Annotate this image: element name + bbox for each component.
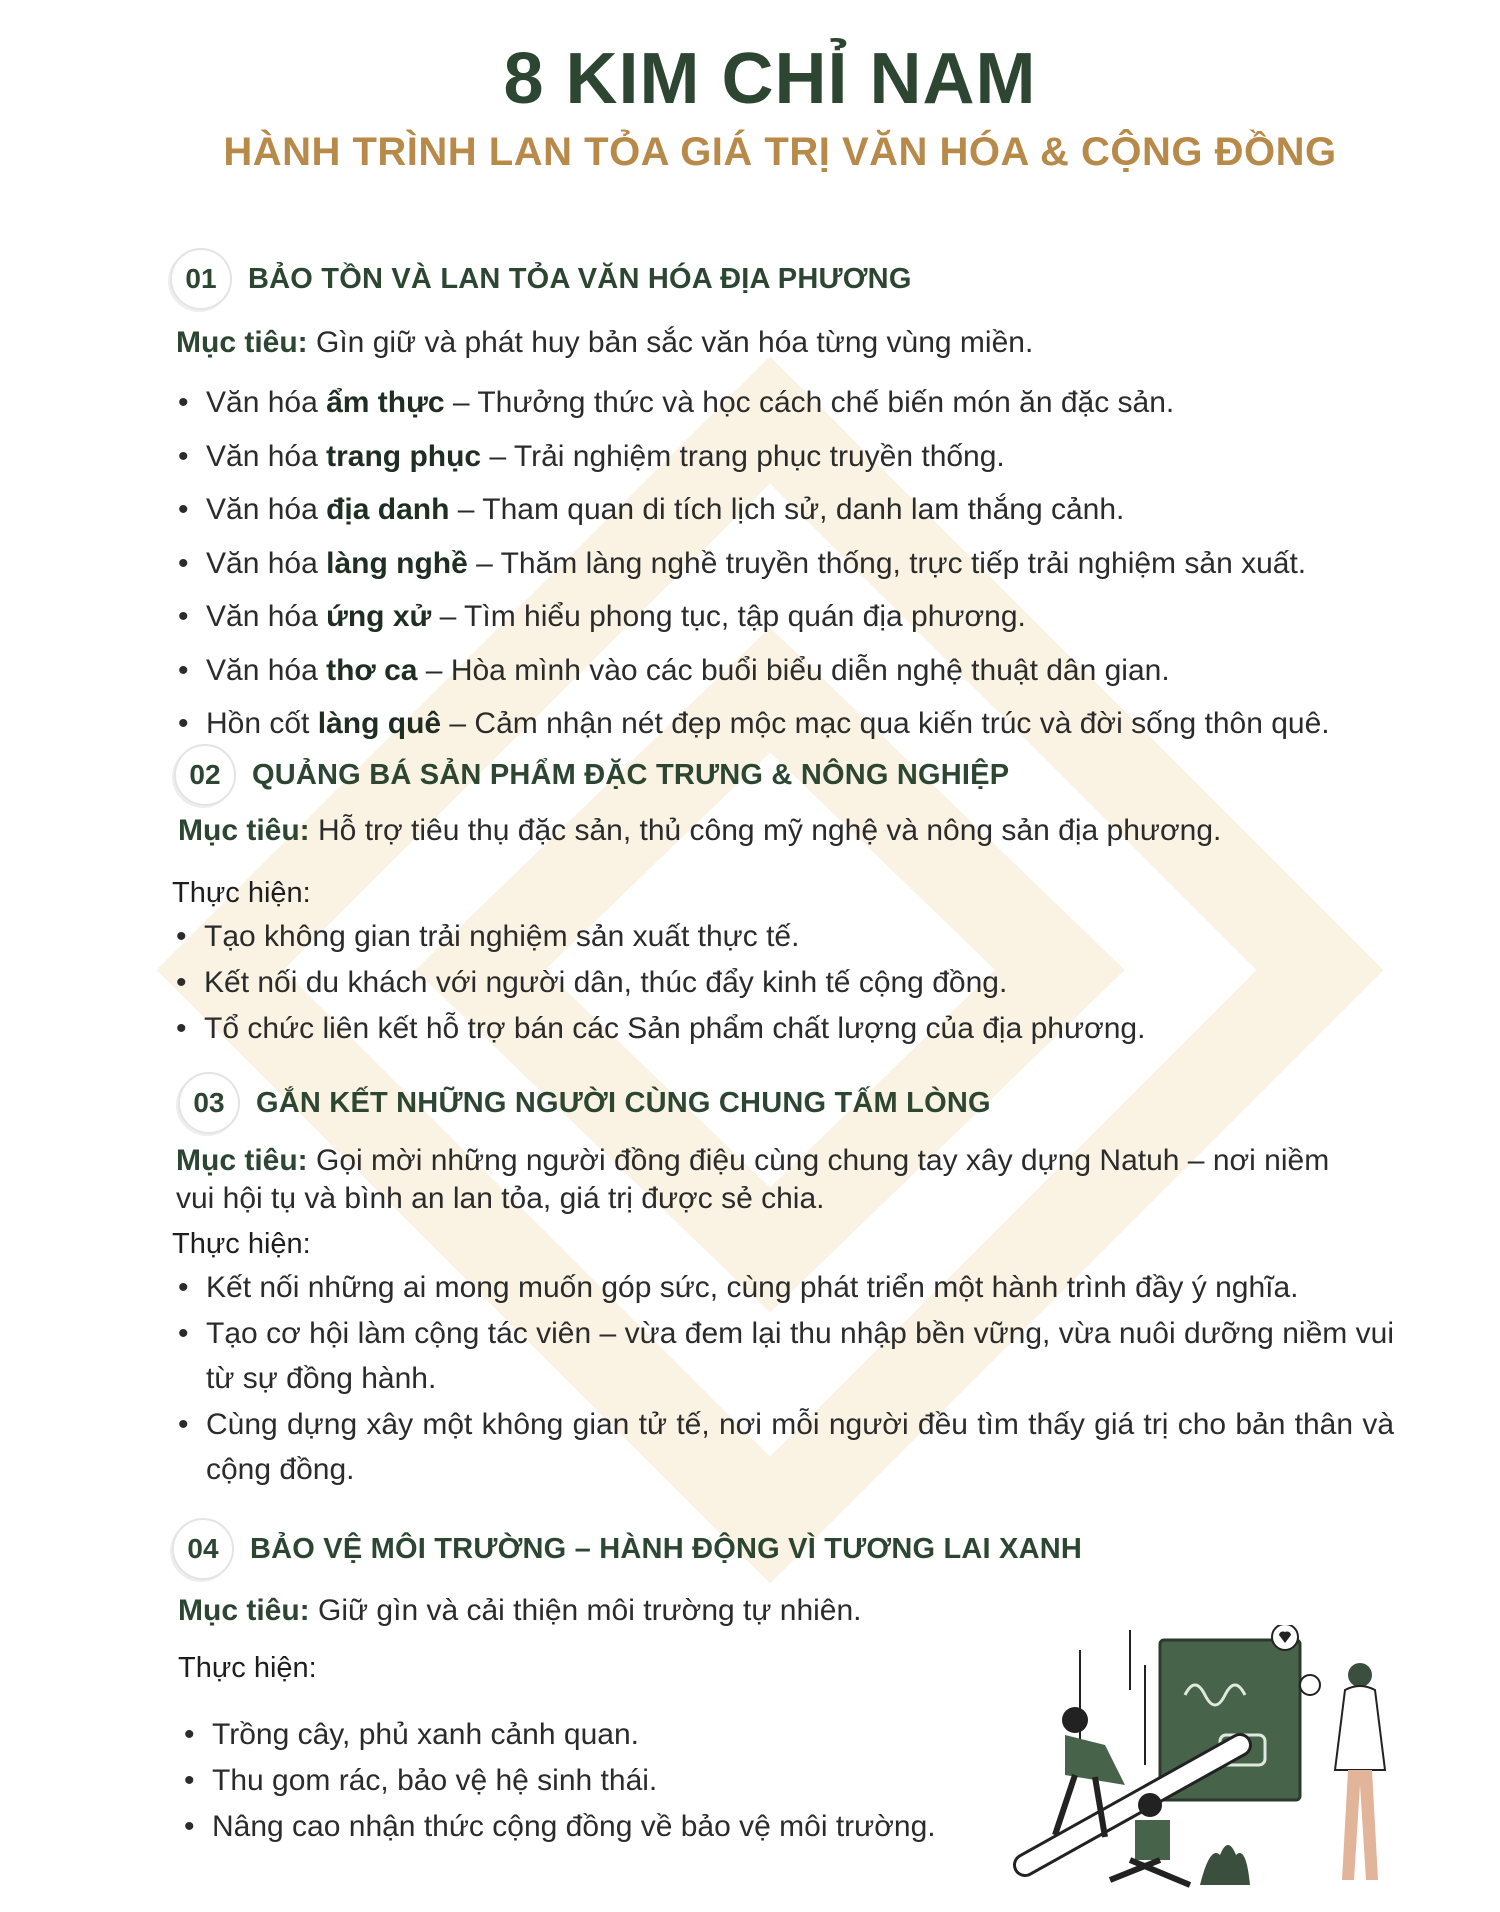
implementation-label: Thực hiện: <box>172 877 311 909</box>
section-number-badge: 01 <box>170 248 232 310</box>
list-item: • Kết nối du khách với người dân, thúc đẩy kinh tế cộng đồng. <box>174 960 1145 1006</box>
section-01-goal <box>176 324 1033 362</box>
list-item: • Cùng dựng xây một không gian tử tế, nơi mỗi người đều tìm thấy giá trị cho bản thân và cộng đồng. <box>176 1402 1394 1493</box>
goal-label: Mục tiêu: <box>176 326 308 359</box>
section-number-badge: 02 <box>174 744 236 806</box>
list-item: • Văn hóa thơ ca – Hòa mình vào các buổi biểu diễn nghệ thuật dân gian. <box>176 644 1330 698</box>
goal-text: Giữ gìn và cải thiện môi trường tự nhiên. <box>309 1594 862 1627</box>
section-01-list <box>176 376 1330 751</box>
section-03-header <box>178 1072 991 1134</box>
section-02-list <box>174 914 1145 1052</box>
implementation-label: Thực hiện: <box>178 1652 317 1684</box>
goal-label: Mục tiêu: <box>176 1144 308 1177</box>
goal-label: Mục tiêu: <box>178 814 310 847</box>
section-number-badge: 04 <box>172 1518 234 1580</box>
section-number-badge: 03 <box>178 1072 240 1134</box>
page-title: 8 KIM CHỈ NAM <box>503 39 1037 119</box>
list-item: • Tạo không gian trải nghiệm sản xuất thực tế. <box>174 914 1145 960</box>
list-item: • Văn hóa làng nghề – Thăm làng nghề truyền thống, trực tiếp trải nghiệm sản xuất. <box>176 537 1330 591</box>
implementation-label: Thực hiện: <box>172 1228 311 1260</box>
section-title: GẮN KẾT NHỮNG NGƯỜI CÙNG CHUNG TẤM LÒNG <box>256 1086 991 1119</box>
list-item: • Văn hóa địa danh – Tham quan di tích lịch sử, danh lam thắng cảnh. <box>176 483 1330 537</box>
list-item: • Văn hóa trang phục – Trải nghiệm trang phục truyền thống. <box>176 430 1330 484</box>
goal-text: Gìn giữ và phát huy bản sắc văn hóa từng vùng miền. <box>307 326 1034 359</box>
list-item: • Văn hóa ứng xử – Tìm hiểu phong tục, tập quán địa phương. <box>176 590 1330 644</box>
section-02-header <box>174 744 1009 806</box>
list-item: • Kết nối những ai mong muốn góp sức, cùng phát triển một hành trình đầy ý nghĩa. <box>176 1265 1394 1311</box>
list-item: • Tổ chức liên kết hỗ trợ bán các Sản phẩm chất lượng của địa phương. <box>174 1006 1145 1052</box>
section-title: BẢO VỆ MÔI TRƯỜNG – HÀNH ĐỘNG VÌ TƯƠNG LAI XANH <box>250 1532 1083 1565</box>
section-01-header <box>170 248 912 310</box>
list-item: • Hồn cốt làng quê – Cảm nhận nét đẹp mộc mạc qua kiến trúc và đời sống thôn quê. <box>176 697 1330 751</box>
list-item: • Trồng cây, phủ xanh cảnh quan. <box>182 1712 936 1758</box>
section-title: QUẢNG BÁ SẢN PHẨM ĐẶC TRƯNG & NÔNG NGHIỆP <box>252 758 1010 791</box>
list-item: • Văn hóa ẩm thực – Thưởng thức và học cách chế biến món ăn đặc sản. <box>176 376 1330 430</box>
section-02-goal <box>178 812 1221 850</box>
goal-label: Mục tiêu: <box>178 1594 310 1627</box>
section-03-list <box>176 1265 1394 1493</box>
goal-text: Hỗ trợ tiêu thụ đặc sản, thủ công mỹ nghệ và nông sản địa phương. <box>309 814 1222 847</box>
section-04-goal <box>178 1592 862 1630</box>
section-04-header <box>172 1518 1082 1580</box>
section-04-list <box>182 1712 936 1850</box>
list-item: • Tạo cơ hội làm cộng tác viên – vừa đem lại thu nhập bền vững, vừa nuôi dưỡng niềm vui từ sự đồng hành. <box>176 1311 1394 1402</box>
page-subtitle: HÀNH TRÌNH LAN TỎA GIÁ TRỊ VĂN HÓA & CỘNG ĐỒNG <box>223 130 1337 174</box>
section-title: BẢO TỒN VÀ LAN TỎA VĂN HÓA ĐỊA PHƯƠNG <box>248 262 912 295</box>
goal-text: Gọi mời những người đồng điệu cùng chung tay xây dựng Natuh – nơi niềm vui hội tụ và bình an lan tỏa, giá trị được sẻ chia. <box>176 1144 1330 1215</box>
list-item: • Nâng cao nhận thức cộng đồng về bảo vệ môi trường. <box>182 1804 936 1850</box>
list-item: • Thu gom rác, bảo vệ hệ sinh thái. <box>182 1758 936 1804</box>
section-03-goal <box>176 1142 1346 1218</box>
teamwork-illustration <box>1010 1625 1420 1900</box>
